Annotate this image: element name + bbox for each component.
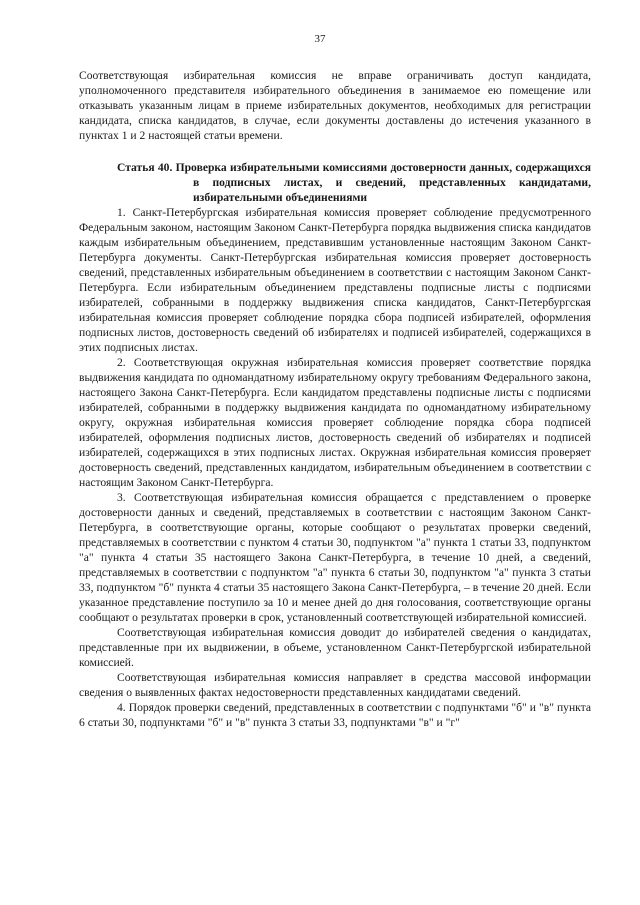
paragraph-3-voters-info: Соответствующая избирательная комиссия доводит до избирателей сведения о кандидатах, представленные при их выдвижении, в объеме, установленном Санкт-Петербургской избирательной комиссией. [79, 626, 591, 669]
paragraph-1: 1. Санкт-Петербургская избирательная комиссия проверяет соблюдение предусмотренного Федеральным законом, настоящим Законом Санкт-Петербурга порядка выдвижения списка кандидатов каждым избирательным объединением, представившим установленные настоящим Законом Санкт-Петербурга документы. Санкт-Петербургская избирательная комиссия проверяет достоверность сведений, представленных избирательным объединением в соответствии с настоящим Законом Санкт-Петербурга. Если избирательным объединением представлены подписные листы с подписями избирателей, собранными в поддержку выдвижения списка кандидатов, Санкт-Петербургская избирательная комиссия проверяет соблюдение порядка сбора подписей избирателей, оформления подписных листов, достоверность сведений об избирателях и подписей избирателей, содержащихся в этих подписных листах. [79, 206, 591, 354]
paragraph-3: 3. Соответствующая избирательная комиссия обращается с представлением о проверке достоверности данных и сведений, представляемых в соответствии с настоящим Законом Санкт-Петербурга, в соответствующие органы, которые сообщают о результатах проверки сведений, представляемых в соответствии с пунктом 4 статьи 30, подпунктом "а" пункта 1 статьи 33, подпунктом "а" пункта 4 статьи 35 настоящего Закона Санкт-Петербурга, в течение 10 дней, а сведений, представляемых в соответствии с подпунктом "а" пункта 6 статьи 30, подпунктом "а" пункта 3 статьи 33, подпунктом "б" пункта 4 статьи 35 настоящего Закона Санкт-Петербурга, – в течение 20 дней. Если указанное представление поступило за 10 и менее дней до дня голосования, соответствующие органы сообщают о результатах проверки в срок, установленный соответствующей избирательной комиссией. [79, 491, 591, 624]
page-number: 37 [314, 33, 326, 45]
intro-paragraph: Соответствующая избирательная комиссия не вправе ограничивать доступ кандидата, уполномоченного представителя избирательного объединения в занимаемое ею помещение или отказывать указанным лицам в приеме избирательных документов, необходимых для регистрации кандидата, списка кандидатов, в случае, если документы доставлены до истечения указанного в пунктах 1 и 2 настоящей статьи времени. [79, 69, 591, 142]
paragraph-3-media-info: Соответствующая избирательная комиссия направляет в средства массовой информации сведения о выявленных фактах недостоверности представленных кандидатами сведений. [79, 671, 591, 699]
article-heading: Статья 40. Проверка избирательными комиссиями достоверности данных, содержащихся в подписных листах, и сведений, представленных кандидатами, избирательными объединениями [117, 161, 591, 204]
paragraph-2: 2. Соответствующая окружная избирательная комиссия проверяет соответствие порядка выдвижения кандидата по одномандатному избирательному округу требованиям Федерального закона, настоящего Закона Санкт-Петербурга. Если кандидатом представлены подписные листы с подписями избирателей, собранными в поддержку выдвижения кандидата по одномандатному избирательному округу, окружная избирательная комиссия проверяет соблюдение порядка сбора подписей избирателей, оформления подписных листов, достоверность сведений об избирателях и подписей избирателей, содержащихся в этих подписных листах. Окружная избирательная комиссия проверяет достоверность сведений, представленных кандидатом, избирательным объединением в соответствии с настоящим Законом Санкт-Петербурга. [79, 356, 591, 489]
page-body [79, 68, 591, 730]
paragraph-4: 4. Порядок проверки сведений, представленных в соответствии с подпунктами "б" и "в" пункта 6 статьи 30, подпунктами "б" и "в" пункта 3 статьи 33, подпунктами "в" и "г" [79, 701, 591, 729]
